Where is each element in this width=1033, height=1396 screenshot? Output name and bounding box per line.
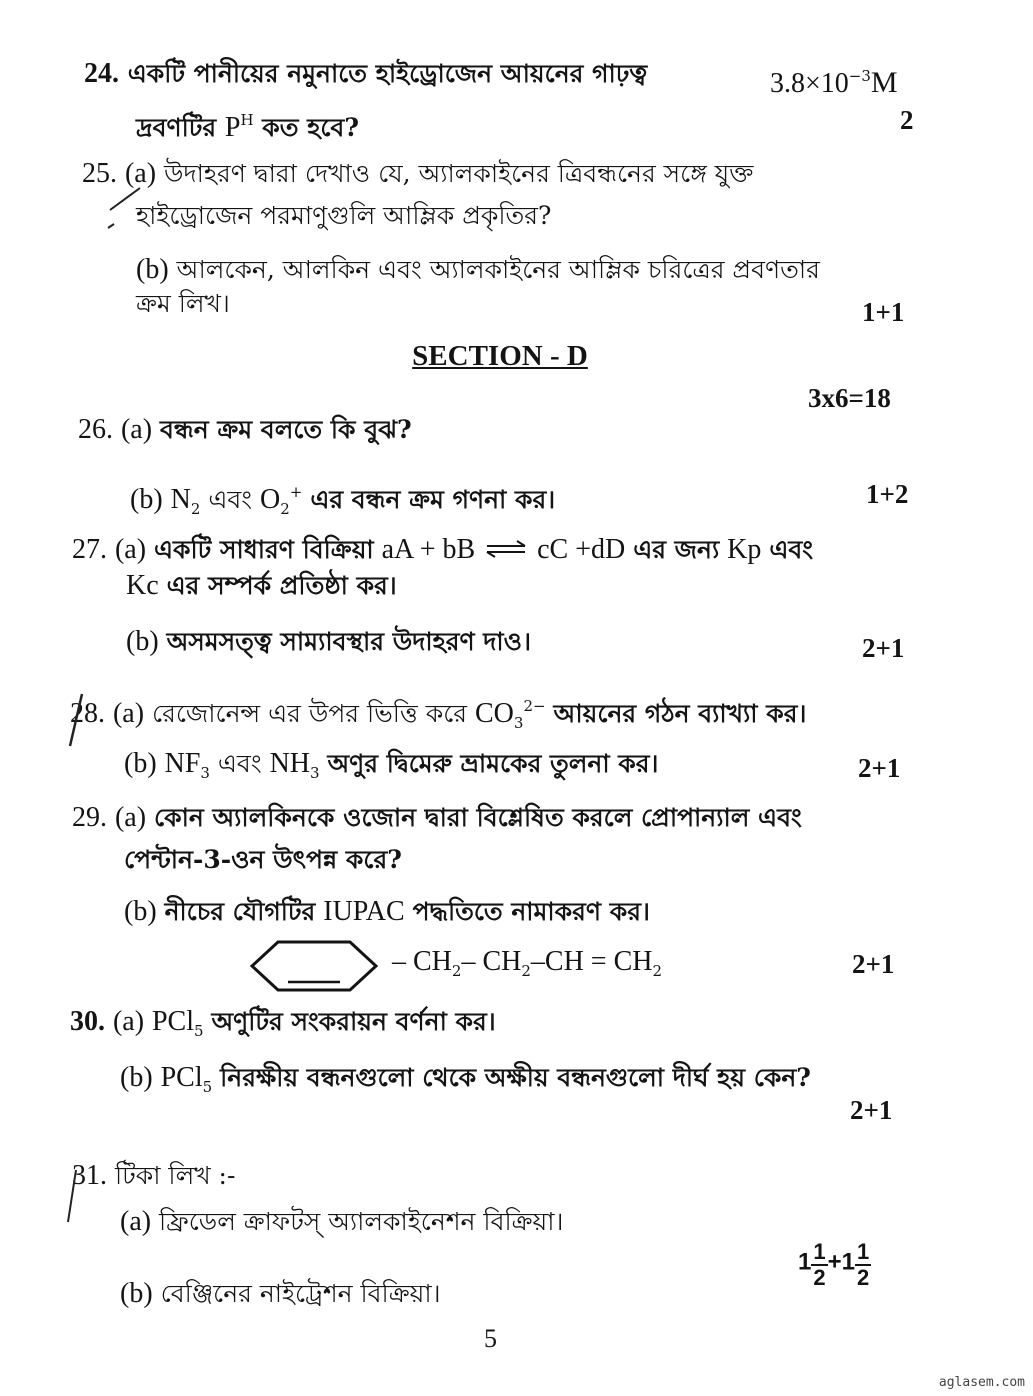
q25-marks: 1+1 (862, 297, 905, 327)
q24-number: 24. (84, 58, 119, 89)
q24-text: একটি পানীয়ের নমুনাতে হাইড্রোজেন আয়নের গাঢ়ত্ব (127, 59, 648, 88)
equilibrium-arrow-icon (483, 536, 529, 568)
q31-marks: 1 $\frac{1}{2}$ +1 $\frac{1}{2}$ (798, 1239, 870, 1290)
section-marks: 3x6=18 (808, 383, 891, 413)
q24-line2: দ্রবণটির $P^H$ কত হবে? (136, 111, 359, 143)
q27-a-line2: Kc এর সম্পর্ক প্রতিষ্ঠা কর। (126, 570, 397, 601)
q29-marks: 2+1 (852, 949, 895, 979)
q28-b-line: (b) $NF_3$ এবং $NH_3$ অণুর দ্বিমেরু ভ্রামকের তুলনা কর। (124, 748, 659, 782)
q24-marks: 2 (900, 105, 914, 135)
q28-a-line: 28. (a) রেজোনেন্স এর উপর ভিত্তি করে $CO_3^{2-}$ আয়নের গঠন ব্যাখ্যা কর। (70, 697, 807, 732)
watermark: aglasem.com (938, 1375, 1025, 1390)
q24-concentration: $3.8\times 10^{-3}M$ (770, 66, 898, 99)
q29-a-line1: 29. (a) কোন অ্যালকিনকে ওজোন দ্বারা বিশ্লেষিত করলে প্রোপান্যাল এবং (72, 802, 802, 833)
q31-a-line: (a) ফ্রিডেল ক্রাফটস্ অ্যালকাইনেশন বিক্রিয়া। (120, 1206, 564, 1237)
q25-b-line1: (b) আলকেন, আলকিন এবং অ্যালকাইনের আম্লিক চরিত্রের প্রবণতার (136, 254, 820, 285)
benzene-ring-icon (248, 938, 380, 998)
q28-marks: 2+1 (858, 753, 901, 783)
q24-line1 (84, 58, 647, 90)
q31-b-line: (b) বেঞ্জিনের নাইট্রেশন বিক্রিয়া। (120, 1278, 441, 1309)
q26-b-line: (b) $N_2$ এবং $O_2^+$ এর বন্ধন ক্রম গণনা কর। (130, 483, 556, 518)
q29-b-line: (b) নীচের যৌগটির IUPAC পদ্ধতিতে নামাকরণ কর। (124, 896, 650, 927)
pen-mark-icon (100, 180, 150, 234)
q25-a-line1: 25. (a) উদাহরণ দ্বারা দেখাও যে, অ্যালকাইনের ত্রিবন্ধনের সঙ্গে যুক্ত (82, 158, 754, 189)
q25-b-line2: ক্রম লিখ। (136, 289, 230, 318)
q29-a-line2: পেন্টান-3-ওন উৎপন্ন করে? (124, 845, 402, 874)
q26-a-line: 26. (a) বন্ধন ক্রম বলতে কি বুঝ? (78, 414, 412, 445)
q25-a-line2: হাইড্রোজেন পরমাণুগুলি আম্লিক প্রকৃতির? (136, 201, 552, 230)
pen-mark-icon (62, 1166, 82, 1230)
q29-formula: – $CH_2-$ $CH_2-CH = CH_2$ (392, 946, 663, 980)
page-number: 5 (484, 1324, 497, 1353)
q27-a-line1: 27. (a) একটি সাধারণ বিক্রিয়া aA + bB cC +dD এর জন্য Kp এবং (72, 534, 813, 568)
pen-mark-icon (64, 690, 88, 754)
q31-intro-line: 31. টিকা লিখ :- (72, 1160, 236, 1191)
q27-b-line: (b) অসমসত্ত্ব সাম্যাবস্থার উদাহরণ দাও। (126, 626, 532, 657)
q26-marks: 1+2 (866, 479, 909, 509)
q30-b-line: (b) PCl$_5$ নিরক্ষীয় বন্ধনগুলো থেকে অক্ষীয় বন্ধনগুলো দীর্ঘ হয় কেন? (120, 1062, 811, 1096)
q27-marks: 2+1 (862, 633, 905, 663)
section-title: SECTION - D (412, 340, 588, 372)
q30-marks: 2+1 (850, 1095, 893, 1125)
q30-a-line: 30. (a) PCl$_5$ অণুটির সংকরায়ন বর্ণনা কর। (70, 1006, 496, 1040)
